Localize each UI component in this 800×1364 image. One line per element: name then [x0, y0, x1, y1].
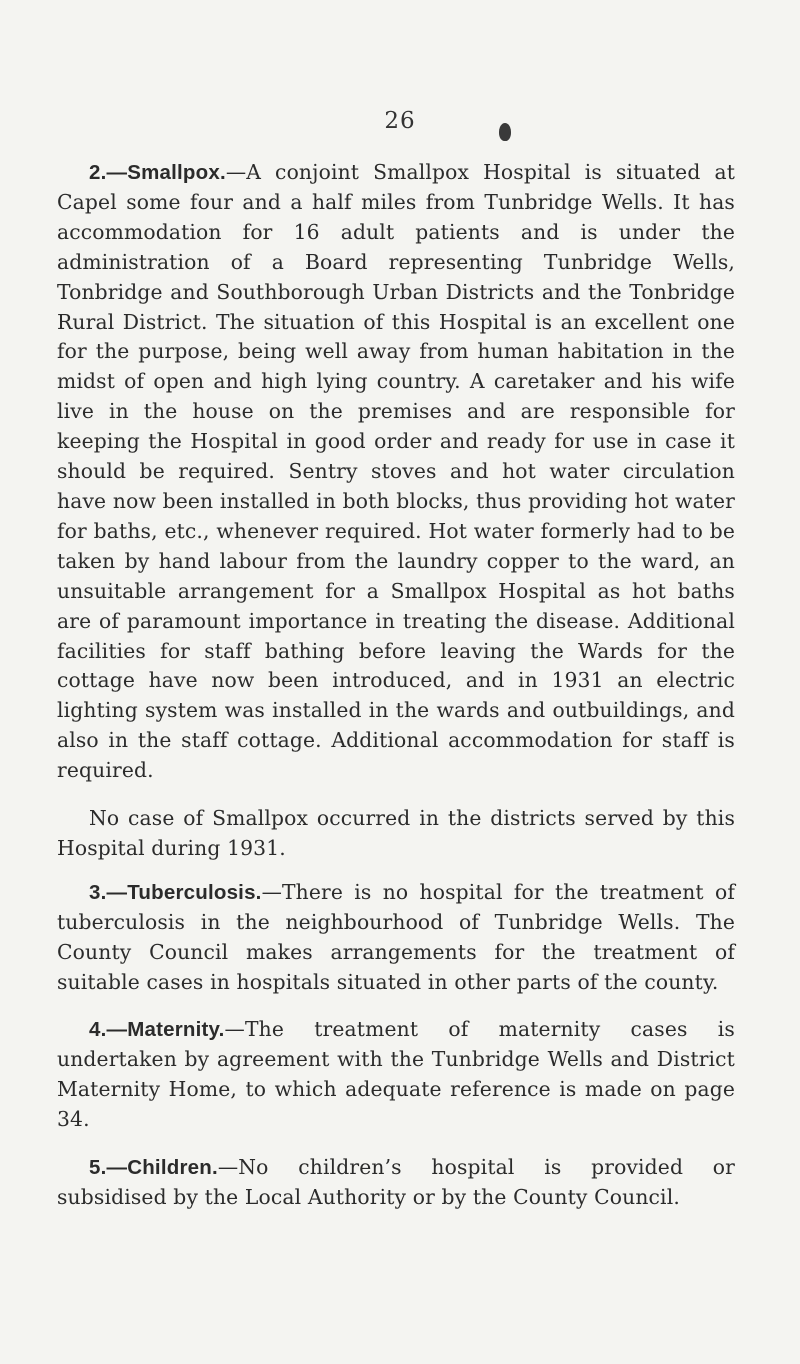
section-smallpox-heading: 2.—Smallpox.	[89, 161, 226, 184]
section-maternity-heading: 4.—Maternity.	[89, 1018, 225, 1042]
section-title: Maternity.	[127, 1018, 225, 1042]
ink-blot	[499, 123, 511, 141]
section-number: 3.	[89, 880, 107, 904]
section-text: The treatment of maternity cases is undertaken by agreement with the Tunbridge Wells and District Maternity Home, to which adequate reference is made on page 34.	[57, 1017, 735, 1132]
section-text: There is no hospital for the treatment of tuberculosis in the neighbourhood of Tunbridge Wells. The County Council makes arrangements for the treatment of suitable cases in hospitals situated in other parts of the county.	[57, 879, 735, 994]
section-smallpox: 2.—Smallpox.—A conjoint Smallpox Hospital is situated at Capel some four and a half miles from Tunbridge Wells. It has accommodation for 16 adult patients and is under the administration of a Board representing Tunbridge Wells, Tonbridge and Southborough Urban Districts and the Tonbridge Rural District. The situation of this Hospital is an excellent one for the purpose, being well away from human habitation in the midst of open and high lying country. A caretaker and his wife live in the house on the premises and are responsible for keeping the Hospital in good order and ready for use in case it should be required. Sentry stoves and hot water circulation have now been installed in both blocks, thus providing hot water for baths, etc., whenever required. Hot water formerly had to be taken by hand labour from the laundry copper to the ward, an unsuitable arrangement for a Smallpox Hospital as hot baths are of paramount importance in treating the disease. Additional facilities for staff bathing before leaving the Wards for the cottage have now been introduced, and in 1931 an electric lighting system was installed in the wards and outbuildings, and also in the staff cottage. Additional accommodation for staff is required.	[57, 160, 735, 783]
section-children-heading: 5.—Children.	[89, 1156, 218, 1180]
section-maternity: 4.—Maternity.—The treatment of maternity cases is undertaken by agreement with the Tunbridge Wells and District Maternity Home, to which adequate reference is made on page 34.	[57, 1017, 735, 1132]
section-text: No children’s hospital is provided or subsidised by the Local Authority or by the County Council.	[57, 1155, 735, 1209]
section-title: Smallpox.	[127, 161, 226, 184]
section-number: 2.	[89, 161, 107, 184]
page-body	[57, 158, 735, 1231]
section-text: A conjoint Smallpox Hospital is situated at Capel some four and a half miles from Tunbridge Wells. It has accommodation for 16 adult patients and is under the administration of a Board representing Tunbridge Wells, Tonbridge and Southborough Urban Districts and the Tonbridge Rural District. The situation of this Hospital is an excellent one for the purpose, being well away from human habitation in the midst of open and high lying country. A caretaker and his wife live in the house on the premises and are responsible for keeping the Hospital in good order and ready for use in case it should be required. Sentry stoves and hot water circulation have now been installed in both blocks, thus providing hot water for baths, etc., whenever required. Hot water formerly had to be taken by hand labour from the laundry copper to the ward, an unsuitable arrangement for a Smallpox Hospital as hot baths are of paramount importance in treating the disease. Additional facilities for staff bathing before leaving the Wards for the cottage have now been introduced, and in 1931 an electric lighting system was installed in the wards and outbuildings, and also in the staff cottage. Additional accommodation for staff is required.	[57, 160, 735, 783]
section-number: 5.	[89, 1156, 107, 1180]
page-number: 26	[384, 108, 416, 134]
section-tuberculosis: 3.—Tuberculosis.—There is no hospital for the treatment of tuberculosis in the neighbourhood of Tunbridge Wells. The County Council makes arrangements for the treatment of suitable cases in hospitals situated in other parts of the county.	[57, 879, 735, 994]
section-children: 5.—Children.—No children’s hospital is provided or subsidised by the Local Authority or by the County Council.	[57, 1155, 735, 1209]
section-number: 4.	[89, 1018, 107, 1042]
section-title: Tuberculosis.	[127, 880, 262, 904]
section-tuberculosis-heading: 3.—Tuberculosis.	[89, 880, 262, 904]
section-title: Children.	[127, 1156, 218, 1180]
section-smallpox-followup: No case of Smallpox occurred in the districts served by this Hospital during 1931.	[57, 806, 735, 860]
